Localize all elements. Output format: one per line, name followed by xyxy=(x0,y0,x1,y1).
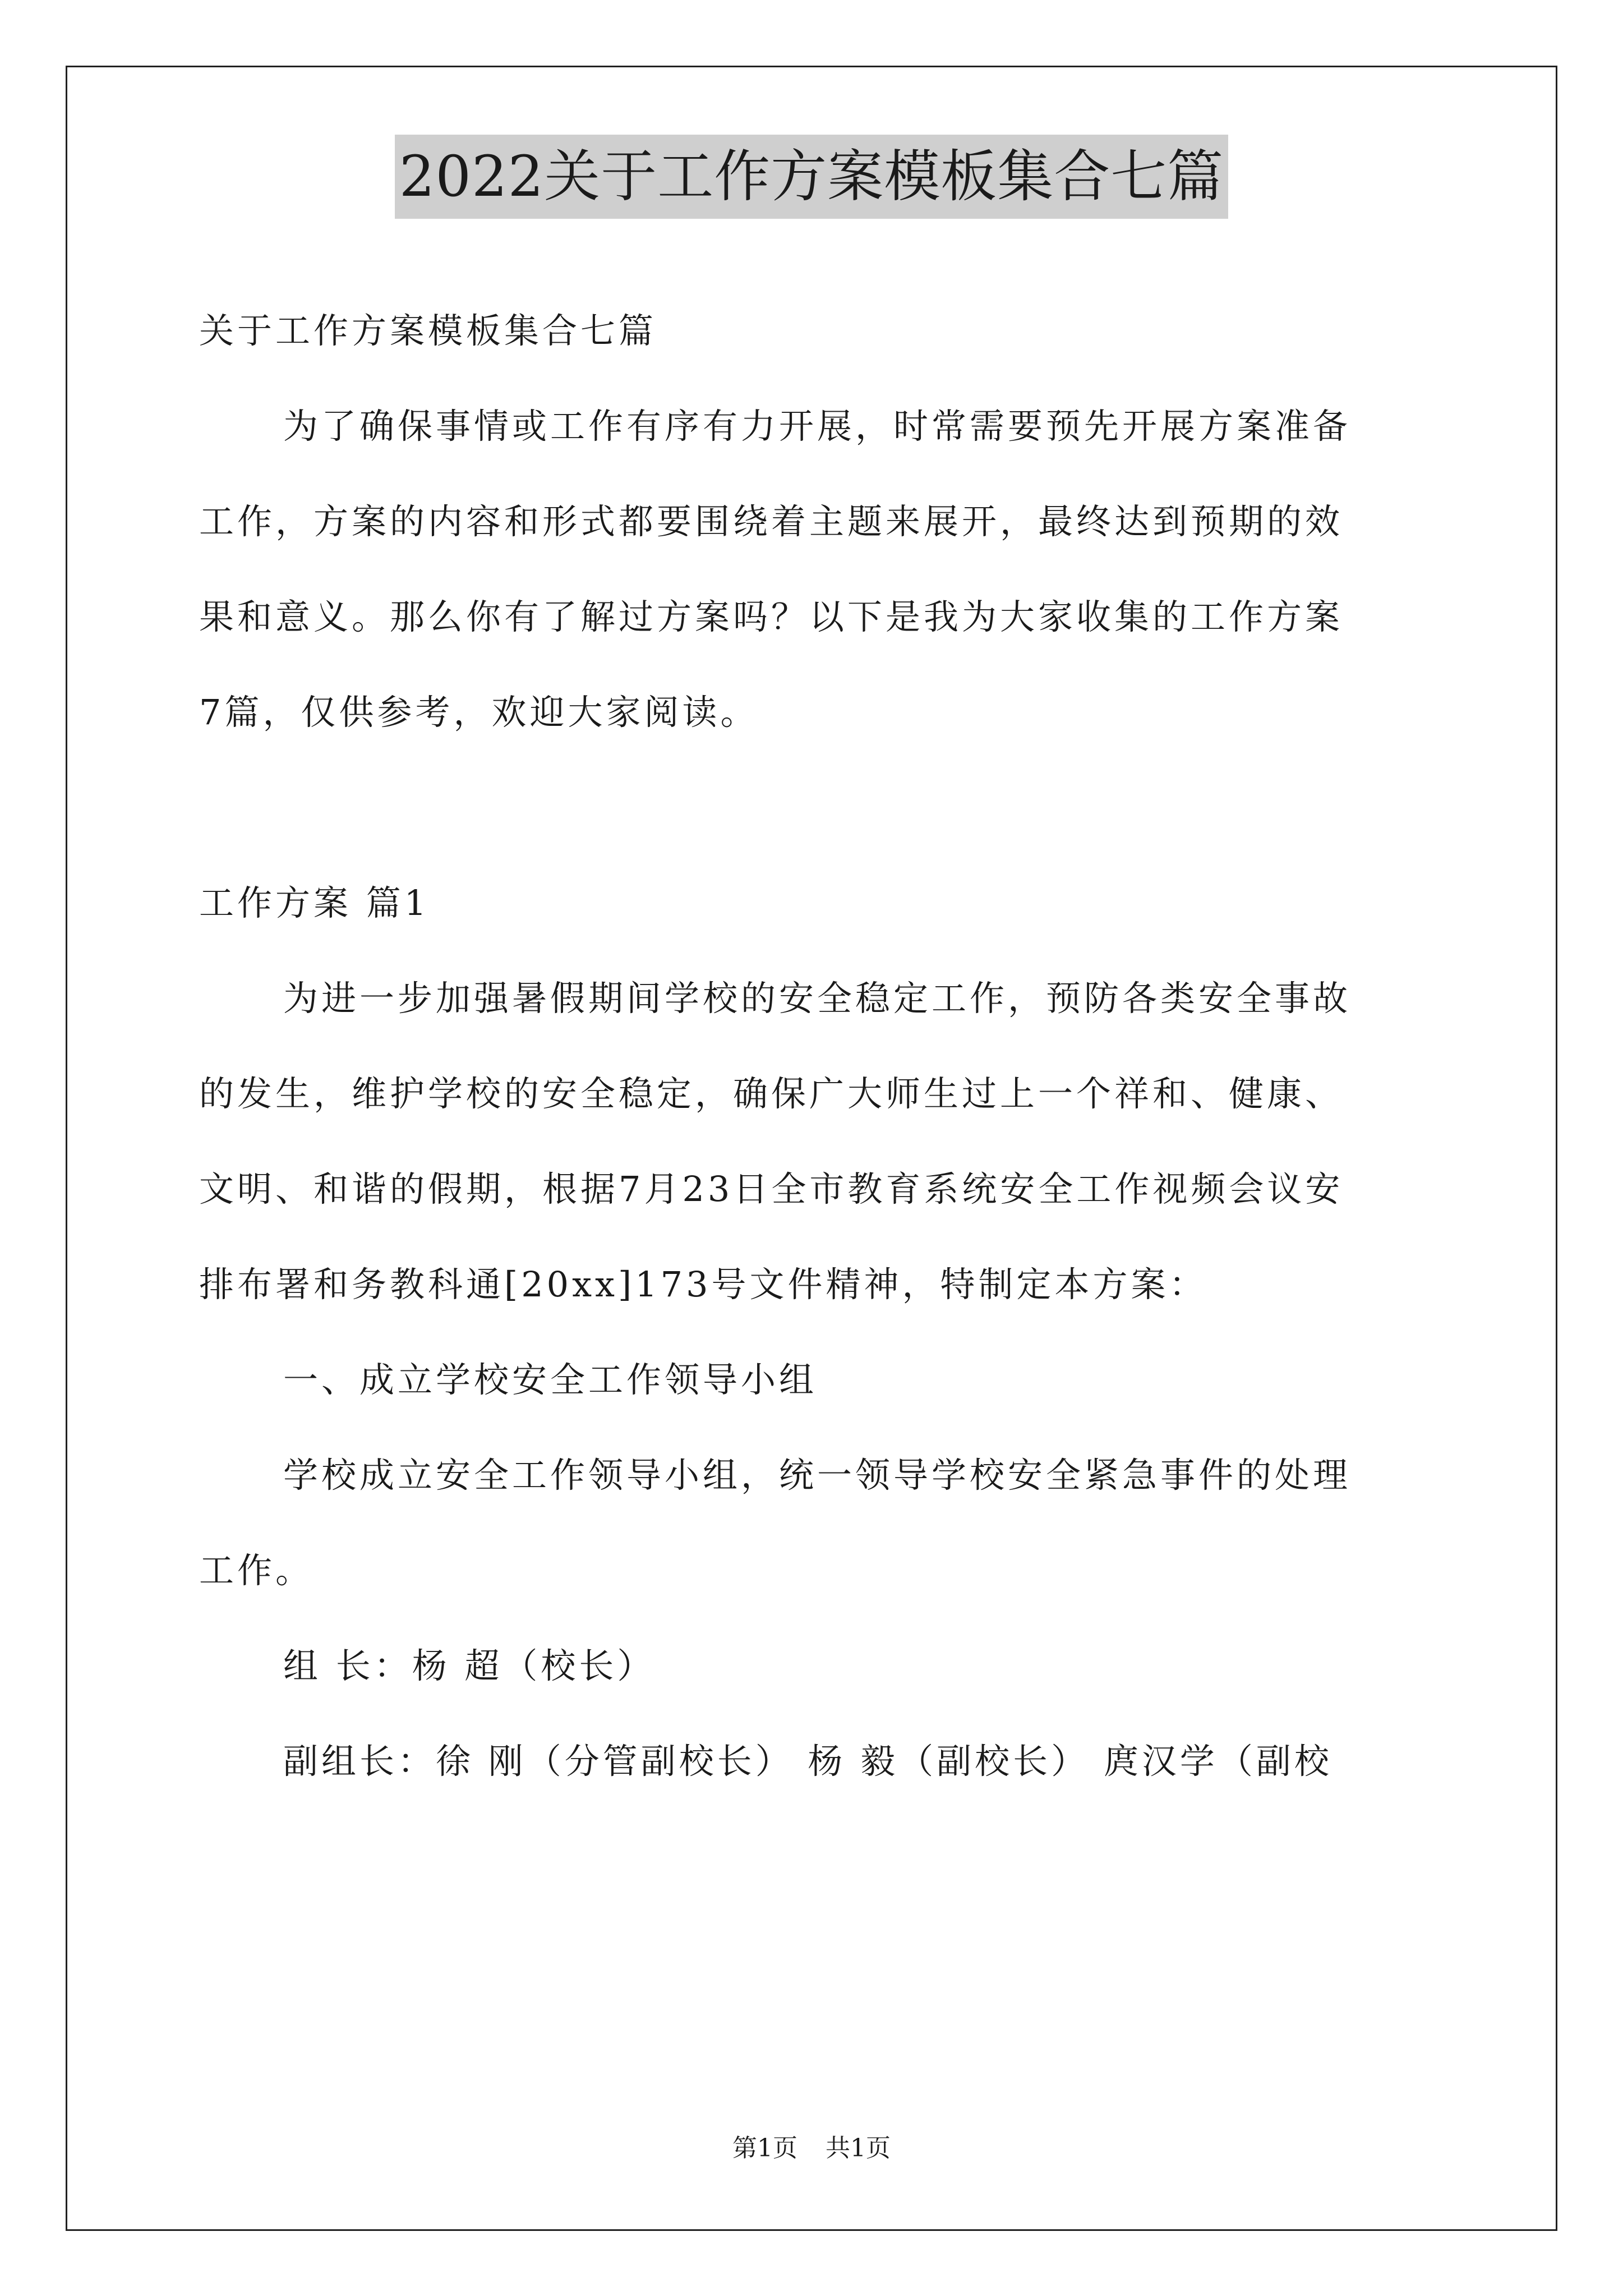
paragraph-line: 工作。 xyxy=(199,1550,314,1591)
subtitle-line: 关于工作方案模板集合七篇 xyxy=(199,310,657,351)
paragraph-line: 副组长：徐 刚（分管副校长） 杨 毅（副校长） 庹汉学（副校 xyxy=(283,1741,1332,1782)
section-heading: 工作方案 篇1 xyxy=(199,882,430,923)
document-title: 2022关于工作方案模板集合七篇 xyxy=(395,135,1229,219)
page-total: 共1页 xyxy=(826,2134,891,2162)
paragraph-line: 为了确保事情或工作有序有力开展，时常需要预先开展方案准备 xyxy=(283,406,1352,447)
title-container xyxy=(0,135,1623,219)
paragraph-line: 果和意义。那么你有了解过方案吗？以下是我为大家收集的工作方案 xyxy=(199,596,1344,637)
paragraph-line: 文明、和谐的假期，根据7月23日全市教育系统安全工作视频会议安 xyxy=(199,1168,1344,1209)
document-body xyxy=(199,292,1433,1818)
paragraph-line: 工作，方案的内容和形式都要围绕着主题来展开，最终达到预期的效 xyxy=(199,501,1344,542)
subheading-line: 一、成立学校安全工作领导小组 xyxy=(283,1359,818,1400)
blank-line xyxy=(199,769,1433,864)
paragraph-line: 学校成立安全工作领导小组，统一领导学校安全紧急事件的处理 xyxy=(283,1455,1352,1496)
page-number: 第1页 xyxy=(732,2134,797,2162)
paragraph-line: 组 长：杨 超（校长） xyxy=(283,1645,656,1686)
paragraph-line: 排布署和务教科通[20xx]173号文件精神，特制定本方案： xyxy=(199,1264,1207,1305)
page-footer xyxy=(0,2132,1623,2165)
paragraph-line: 7篇，仅供参考，欢迎大家阅读。 xyxy=(199,692,759,733)
paragraph-line: 的发生，维护学校的安全稳定，确保广大师生过上一个祥和、健康、 xyxy=(199,1073,1344,1114)
paragraph-line: 为进一步加强暑假期间学校的安全稳定工作，预防各类安全事故 xyxy=(283,978,1352,1019)
